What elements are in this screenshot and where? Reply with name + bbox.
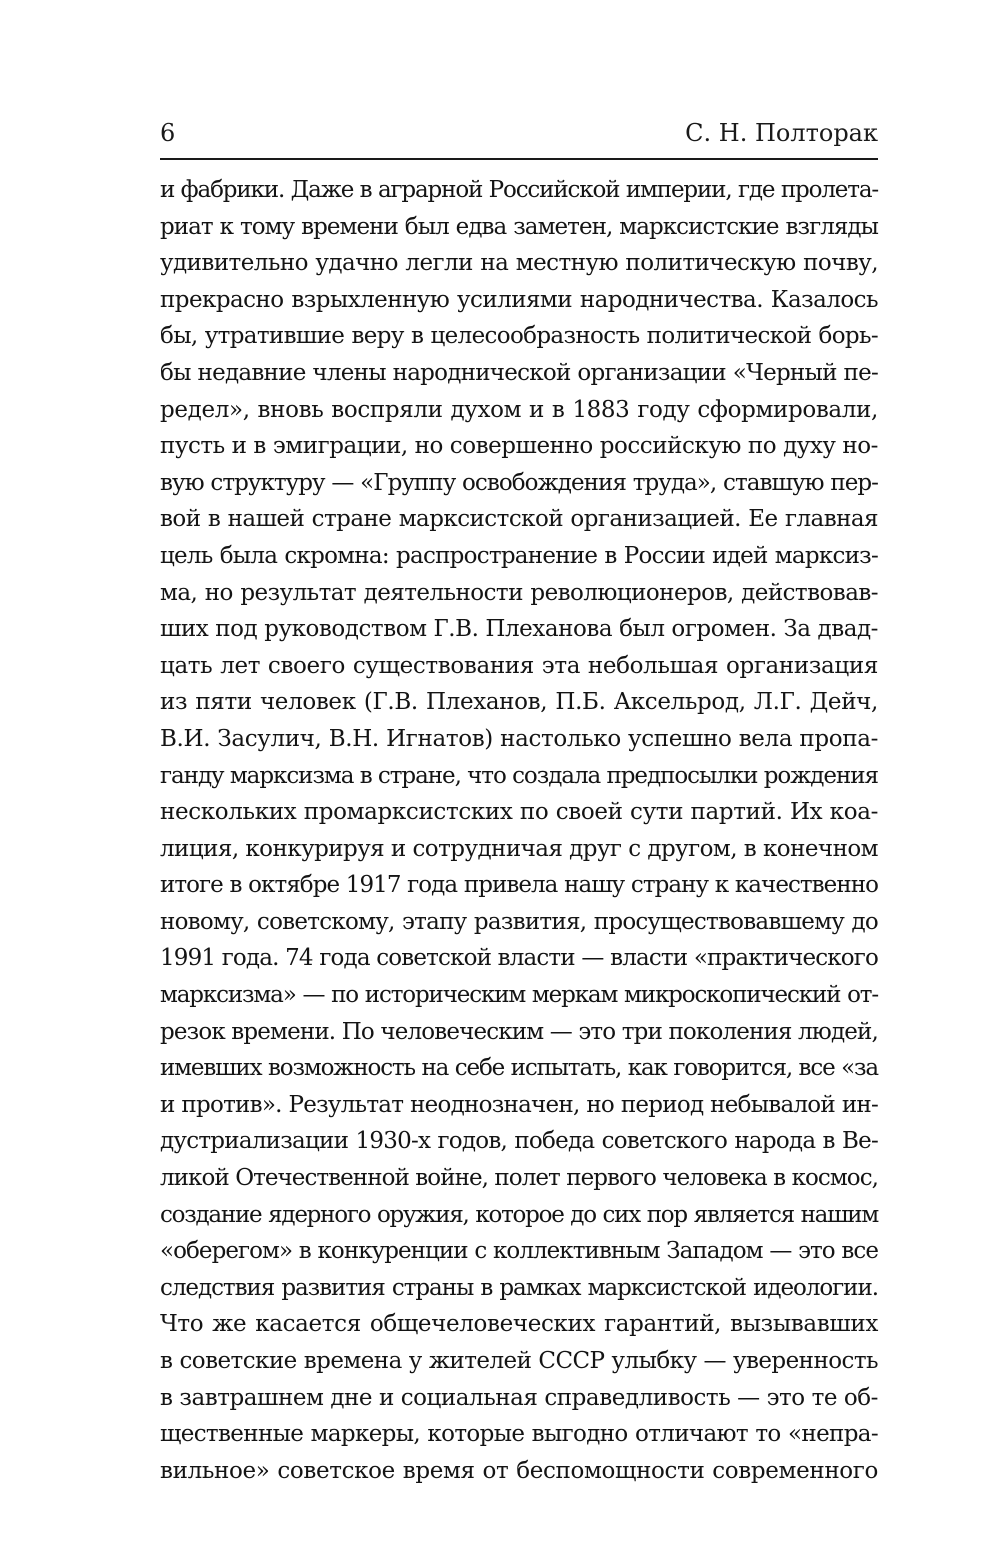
running-head [160,112,878,152]
text-line: Что же касается общечеловеческих гарантий, вызывавших [160,1311,878,1338]
text-line: 1991 года. 74 года советской власти — власти «практического [160,945,878,972]
body-text [160,172,878,1489]
text-line: ликой Отечественной войне, полет первого человека в космос, [160,1165,878,1192]
text-line: имевших возможность на себе испытать, как говорится, все «за [160,1055,878,1082]
text-line: вую структуру — «Группу освобождения труда», ставшую пер- [160,469,878,496]
text-line: вильное» советское время от беспомощности современного [160,1457,878,1484]
text-line: в советские времена у жителей СССР улыбку — уверенность [160,1348,878,1374]
text-line: бы, утратившие веру в целесообразность политической борь- [160,323,878,350]
text-line: удивительно удачно легли на местную политическую почву, [160,250,878,277]
text-line: ма, но результат деятельности революционеров, действовав- [160,579,878,606]
text-line: В.И. Засулич, В.Н. Игнатов) настолько успешно вела пропа- [160,725,878,752]
text-line: ганду марксизма в стране, что создала предпосылки рождения [160,762,878,789]
text-line: «оберегом» в конкуренции с коллективным Западом — это все [160,1238,878,1265]
header-rule [160,158,878,160]
text-line: риат к тому времени был едва заметен, марксистские взгляды [160,213,878,240]
text-line: лиция, конкурируя и сотрудничая друг с другом, в конечном [160,835,878,862]
page-number: 6 [160,119,176,147]
text-line: итоге в октябре 1917 года привела нашу страну к качественно [160,872,878,899]
text-line: цель была скромна: распространение в России идей марксиз- [160,542,878,569]
text-line: щественные маркеры, которые выгодно отличают то «непра- [160,1421,878,1448]
text-line: следствия развития страны в рамках марксистской идеологии. [160,1274,878,1301]
text-line: и фабрики. Даже в аграрной Российской империи, где пролета- [160,177,878,203]
text-line: марксизма» — по историческим меркам микроскопический от- [160,982,878,1009]
text-line: создание ядерного оружия, которое до сих пор является нашим [160,1201,878,1228]
running-head-author: С. Н. Полторак [685,119,878,147]
text-line: бы недавние члены народнической организации «Черный пе- [160,359,878,386]
text-line: нескольких промарксистских по своей сути партий. Их коа- [160,799,878,826]
text-line: из пяти человек (Г.В. Плеханов, П.Б. Аксельрод, Л.Г. Дейч, [160,689,878,716]
text-line: пусть и в эмиграции, но совершенно российскую по духу но- [160,433,878,460]
text-line: прекрасно взрыхленную усилиями народничества. Казалось [160,286,878,313]
text-line: цать лет своего существования эта небольшая организация [160,652,878,679]
text-line: редел», вновь воспряли духом и в 1883 году сформировали, [160,396,878,423]
text-line: и против». Результат неоднозначен, но период небывалой ин- [160,1091,878,1118]
text-line: в завтрашнем дне и социальная справедливость — это те об- [160,1384,878,1411]
text-line: ших под руководством Г.В. Плеханова был огромен. За двад- [160,616,878,643]
text-line: резок времени. По человеческим — это три поколения людей, [160,1018,878,1045]
text-line: вой в нашей стране марксистской организацией. Ее главная [160,506,878,533]
text-line: новому, советскому, этапу развития, просуществовавшему до [160,908,878,935]
text-line: дустриализации 1930-х годов, победа советского народа в Ве- [160,1128,878,1155]
